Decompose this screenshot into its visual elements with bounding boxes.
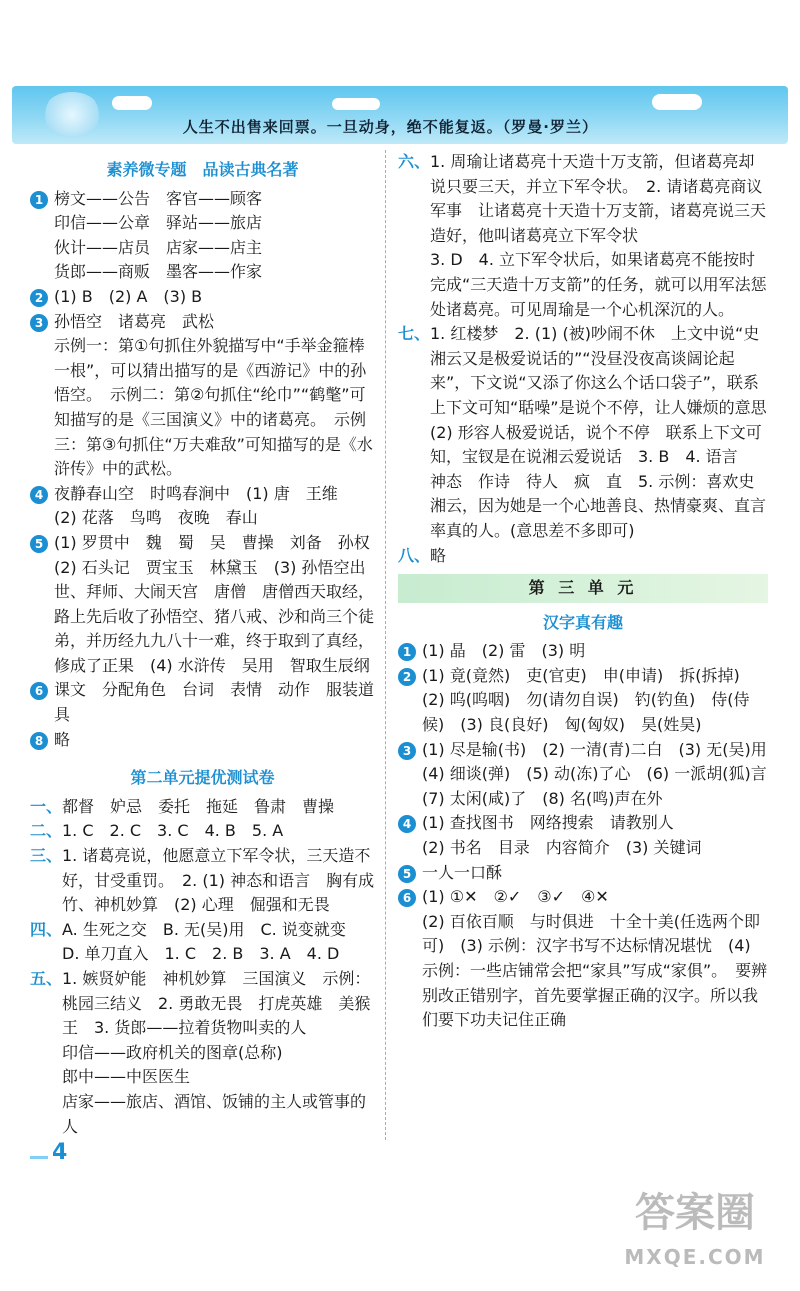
answer-text: (1) B (2) A (3) B — [54, 286, 203, 306]
question-number-badge: 4 — [398, 815, 416, 833]
answer-text: 1. C 2. C 3. C 4. B 5. A — [62, 821, 284, 841]
answer-item — [30, 844, 375, 918]
watermark-url: MXQE.COM — [624, 1245, 766, 1269]
question-number — [398, 861, 422, 886]
tree-decoration-icon — [42, 92, 102, 138]
question-number-badge: 5 — [398, 865, 416, 883]
right-column — [398, 150, 783, 1033]
question-number — [30, 482, 54, 531]
question-number: 五、 — [30, 969, 63, 988]
answer-item — [30, 531, 386, 679]
question-number-badge: 8 — [30, 732, 48, 750]
answer-text: (1) 晶 (2) 雷 (3) 明 — [422, 641, 586, 661]
answer-text: (1) 罗贯中 魏 蜀 吴 曹操 刘备 孙权 (2) 石头记 贾宝玉 林黛玉 (3) 孙悟空出世、拜师、大闹天宫 唐僧 唐僧西天取经，路上先后收了孙悟空、猪八戒、沙和尚三个徒弟，并历经九九八十一难，终于取到了真经，修成了正果 (4) 水浒传 吴用 智取生辰纲 — [54, 532, 386, 675]
question-number — [398, 811, 422, 860]
cloud-icon — [112, 96, 152, 110]
answer-item — [398, 811, 768, 860]
watermark — [610, 1191, 780, 1281]
question-number — [398, 885, 422, 1033]
question-number: 二、 — [30, 821, 63, 841]
question-number-badge: 2 — [398, 668, 416, 686]
section-title: 第二单元提优测试卷 — [130, 768, 275, 788]
question-number — [398, 639, 422, 664]
question-number — [30, 728, 54, 753]
question-number: 四、 — [30, 919, 63, 939]
cloud-icon — [332, 98, 380, 110]
answer-text: 略 — [54, 729, 71, 749]
page-number-label: 4 — [52, 1140, 68, 1165]
header-banner — [12, 86, 788, 144]
answer-text: 夜静春山空 时鸣春涧中 (1) 唐 王维 (2) 花落 鸟鸣 夜晚 春山 — [54, 483, 338, 528]
question-number-badge: 1 — [398, 643, 416, 661]
question-number — [398, 738, 422, 812]
answer-text: (1) 尽是输(书) (2) 一清(青)二白 (3) 无(吴)用 (4) 细谈(弹) (5) 动(冻)了心 (6) 一派胡(狐)言 (7) 太闲(咸)了 (8) 名(鸣)声在外 — [422, 739, 783, 808]
question-number-badge: 3 — [398, 742, 416, 760]
question-number — [30, 285, 54, 310]
question-number: 一、 — [30, 796, 63, 816]
question-number-badge: 3 — [30, 314, 48, 332]
banner-motto: 人生不出售来回票。一旦动身，绝不能复返。（罗曼·罗兰） — [182, 118, 598, 136]
answer-item — [398, 639, 768, 664]
answer-text: 1. 红楼梦 2. (1) (被)吵闹不休 上文中说“史湘云又是极爱说话的”“没昼没夜高谈阔论起来”，下文说“又添了你这么个话口袋子”，联系上下文可知“聒噪”是说个不停，让人嫌烦的意思 (2) 形容人极爱说话，说个不停 联系上下文可知，宝钗是在说湘云爱说话 3. B 4. 语言 神态 作诗 待人 疯 直 5. 示例：喜欢史湘云，因为她是一个心地善良、热情豪爽、直言率真的人。(意思差不多即可) — [430, 324, 783, 540]
wave-icon — [30, 1144, 48, 1159]
answer-item — [398, 150, 768, 322]
answer-item — [398, 664, 768, 738]
answer-item — [30, 285, 375, 310]
answer-item — [30, 482, 375, 531]
answer-item — [30, 795, 375, 820]
question-number: 七、 — [398, 324, 431, 344]
section-title: 素养微专题 品读古典名著 — [106, 160, 299, 179]
answer-item — [30, 728, 375, 753]
question-number-badge: 1 — [30, 191, 48, 209]
question-number — [398, 664, 422, 738]
answer-item — [398, 738, 783, 812]
answer-item — [30, 310, 375, 482]
answer-item — [398, 885, 768, 1033]
question-number: 六、 — [398, 152, 431, 171]
answer-text: 1. 嫉贤妒能 神机妙算 三国演义 示例：桃园三结义 2. 勇敢无畏 打虎英雄 美猴王 3. 货郎——拉着货物叫卖的人 印信——政府机关的图章(总称) 郎中——中医医生 店家——旅店、酒馆、饭铺的主人或管事的人 — [62, 969, 371, 1136]
answer-item — [30, 187, 375, 285]
answer-text: 1. 周瑜让诸葛亮十天造十万支箭，但诸葛亮却说只要三天，并立下军令状。 2. 请诸葛亮商议军事 让诸葛亮十天造十万支箭，诸葛亮说三天造好，他叫诸葛亮立下军令状 3. D 4. 立下军令状后，如果诸葛亮不能按时完成“三天造十万支箭”的任务，就可以用军法惩处诸葛亮。可见周瑜是一个心机深沉的人。 — [430, 152, 767, 319]
answer-text: (1) 查找图书 网络搜索 请教别人 (2) 书名 目录 内容简介 (3) 关键词 — [422, 813, 702, 858]
answer-text: 一人一口酥 — [422, 862, 503, 882]
answer-text: (1) ①✕ ②✓ ③✓ ④✕ (2) 百依百顺 与时俱进 十全十美(任选两个即可) (3) 示例：汉字书写不达标情况堪忧 (4) 示例：一些店铺常会把“家具”写成“家俱”。 要辨别改正错别字，首先要掌握正确的汉字。所以我们要下功夫记住正确 — [422, 887, 768, 1030]
answer-text: A. 生死之交 B. 无(吴)用 C. 说变就变 D. 单刀直入 1. C 2. B 3. A 4. D — [62, 919, 362, 964]
question-number — [30, 310, 54, 482]
answer-text: 课文 分配角色 台词 表情 动作 服装道具 — [54, 680, 375, 725]
cloud-icon — [652, 94, 702, 110]
page-number — [30, 1140, 67, 1165]
answer-item — [30, 918, 375, 967]
question-number-badge: 4 — [30, 486, 48, 504]
answer-text: 孙悟空 诸葛亮 武松 示例一：第①句抓住外貌描写中“手举金箍棒一根”，可以猜出描写的是《西游记》中的孙悟空。 示例二：第②句抓住“纶巾”“鹤氅”可知描写的是《三国演义》中的诸葛亮。 示例三：第③句抓住“万夫难敌”可知描写的是《水浒传》中的武松。 — [54, 311, 373, 479]
answer-text: 1. 诸葛亮说，他愿意立下军令状，三天造不好，甘受重罚。 2. (1) 神态和语言 胸有成竹、神机妙算 (2) 心理 倔强和无畏 — [62, 846, 375, 915]
section-title: 汉字真有趣 — [542, 612, 623, 632]
answer-item — [398, 861, 768, 886]
question-number-badge: 2 — [30, 289, 48, 307]
unit-title: 第 三 单 元 — [398, 574, 768, 603]
answer-item — [398, 322, 783, 543]
answer-item — [30, 819, 375, 844]
answer-item — [30, 967, 375, 1139]
answer-text: 榜文——公告 客官——顾客 印信——公章 驿站——旅店 伙计——店员 店家——店主 货郎——商贩 墨客——作家 — [54, 188, 263, 282]
column-divider — [385, 150, 386, 1140]
answer-item — [398, 544, 768, 569]
question-number — [30, 187, 54, 285]
answer-text: (1) 竟(竟然) 吏(官吏) 申(申请) 拆(拆掉) (2) 呜(呜咽) 勿(请勿自误) 钓(钓鱼) 侍(侍候) (3) 良(良好) 匈(匈奴) 昊(姓昊) — [422, 665, 756, 735]
answer-text: 都督 妒忌 委托 拖延 鲁肃 曹操 — [62, 796, 335, 816]
question-number — [30, 678, 54, 727]
watermark-text: 答案圈 — [635, 1190, 755, 1236]
question-number-badge: 6 — [30, 682, 48, 700]
answer-item — [30, 678, 375, 727]
question-number — [30, 531, 54, 679]
question-number-badge: 5 — [30, 535, 48, 553]
question-number: 八、 — [398, 545, 431, 565]
question-number: 三、 — [30, 846, 63, 866]
left-column — [30, 150, 386, 1139]
answer-text: 略 — [430, 545, 447, 565]
question-number-badge: 6 — [398, 889, 416, 907]
